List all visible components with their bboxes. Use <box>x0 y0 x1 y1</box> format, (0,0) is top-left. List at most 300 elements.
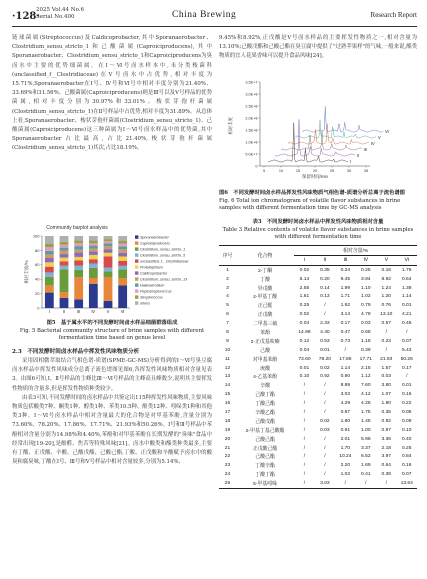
bar-segment <box>104 268 113 272</box>
sample-trace <box>275 119 355 156</box>
value-cell: 0.05 <box>401 409 412 415</box>
figure-6-caption <box>219 190 417 213</box>
value-cell: 4.12 <box>361 392 371 398</box>
row-number-cell: 18 <box>224 418 231 424</box>
value-cell: / <box>324 303 326 309</box>
value-cell: / <box>294 479 314 488</box>
value-cell: 0.02 <box>320 365 330 371</box>
value-cell: 0.64 <box>381 463 392 469</box>
row-number-cell: 21 <box>224 445 231 451</box>
page-header <box>12 6 417 30</box>
table-row <box>219 301 417 310</box>
compound-name-cell: 己酸己酯 <box>255 437 275 443</box>
bar-segment <box>45 254 54 258</box>
bar-segment <box>104 277 113 301</box>
sample-label: Ⅴ <box>378 135 381 140</box>
value-cell: / <box>303 472 306 478</box>
value-cell: 1.57 <box>381 365 392 371</box>
bar-segment <box>74 277 83 299</box>
value-cell: 6.52 <box>361 454 371 460</box>
bar-segment <box>60 242 69 245</box>
figure-6 <box>222 70 414 188</box>
column-header-compound: 化合物 <box>236 246 294 266</box>
value-cell: / <box>324 472 326 478</box>
legend-swatch <box>135 295 138 298</box>
value-cell: 3.03 <box>315 479 335 488</box>
figure-5 <box>12 222 212 318</box>
table-3-caption <box>219 219 417 242</box>
legend-swatch <box>135 265 138 268</box>
value-cell: 0.24 <box>340 267 351 273</box>
table-row <box>219 346 417 355</box>
bar-segment <box>60 292 69 298</box>
value-cell: 1.69 <box>361 463 371 469</box>
value-cell: / <box>324 409 326 415</box>
compound-name-cell: 5-甲基吲哚 <box>236 479 294 488</box>
bar-segment <box>118 266 127 270</box>
bar-segment <box>104 271 113 277</box>
compound-name-cell: 正戊酸 <box>257 313 273 319</box>
compound-name-cell: 2-甲基丁基己酸酯 <box>245 428 285 434</box>
value-cell: 1.02 <box>361 294 371 300</box>
bar-segment <box>104 253 113 257</box>
value-cell: 0.03 <box>320 427 330 433</box>
row-number-cell: 17 <box>224 409 231 415</box>
legend-label: Clostridium_sensu_stricto_1 <box>140 247 186 252</box>
value-cell: 3.14 <box>340 312 351 318</box>
bar-segment <box>118 241 127 244</box>
table-row <box>219 364 417 373</box>
value-cell: 3.80 <box>381 383 392 389</box>
bar-segment <box>104 246 113 249</box>
legend-label: Streptococcus <box>140 295 163 300</box>
value-cell: 0.07 <box>401 472 412 478</box>
community-barplot <box>12 222 212 318</box>
legend-label: unclassified_f__Clostridiaceae <box>140 259 189 264</box>
value-cell: / <box>324 436 326 442</box>
x-tick-label: Ⅳ <box>91 309 96 314</box>
bar-segment <box>60 250 69 254</box>
value-cell: 0.25 <box>299 303 310 309</box>
bar-segment <box>45 258 54 262</box>
compound-name-cell: 苯酚 <box>260 330 270 336</box>
value-cell: 3.94 <box>361 276 371 282</box>
value-cell: 0.41 <box>361 472 371 478</box>
value-cell: 5.14 <box>299 276 310 282</box>
row-number-cell: 20 <box>224 436 231 442</box>
bar-segment <box>89 264 98 268</box>
bar-segment <box>60 254 69 258</box>
bar-segment <box>60 298 69 308</box>
bar-segment <box>45 244 54 248</box>
figure-5-caption <box>12 320 212 343</box>
value-cell: 1.80 <box>340 418 351 424</box>
row-number-cell: 14 <box>224 383 231 389</box>
value-cell: 0.02 <box>320 418 330 424</box>
value-cell: 0.79 <box>361 303 371 309</box>
table-3-caption-en: Table 3 Relative contents of volatile flavor substances in brine samples with different fermentation time <box>222 226 414 240</box>
y-tick-label: 5.0E+7 <box>245 152 258 157</box>
bar-segment <box>60 269 69 292</box>
sample-trace <box>296 120 376 138</box>
compound-name-cell: 己酸 <box>260 348 270 354</box>
legend-swatch <box>135 289 138 292</box>
row-number-cell: 8 <box>226 329 229 335</box>
y-tick-label: 3.0E+8 <box>245 92 258 97</box>
bar-segment <box>74 266 83 270</box>
table-row <box>219 426 417 435</box>
value-cell: 4.78 <box>361 312 371 318</box>
legend-label: Peptostreptococcus <box>140 289 172 294</box>
row-number-cell: 19 <box>224 427 231 433</box>
row-number-cell: 16 <box>224 401 231 407</box>
row-number-cell: 23 <box>224 463 231 469</box>
value-cell: 0.17 <box>340 321 351 327</box>
value-cell: / <box>324 312 326 318</box>
value-cell: 0.12 <box>299 338 310 344</box>
value-cell: / <box>335 479 355 488</box>
value-cell: 1.02 <box>340 472 351 478</box>
value-cell: 1.14 <box>401 294 412 300</box>
value-cell: 0.25 <box>361 267 371 273</box>
section-heading: 2.3 不同发酵时间卤水样品中挥发性风味物质分析 <box>12 349 140 355</box>
bar-segment <box>104 236 113 239</box>
value-cell: 1.18 <box>361 338 371 344</box>
bar-segment <box>118 269 127 278</box>
legend-label: Caldicoprobacter <box>140 271 168 276</box>
relative-content-table <box>219 245 417 489</box>
value-cell: 0.23 <box>381 338 392 344</box>
bar-segment <box>74 299 83 308</box>
y-tick-label: 20 <box>35 291 40 296</box>
sample-label: Ⅱ <box>357 153 360 158</box>
bar-segment <box>45 272 54 276</box>
compound-name-cell: 对甲基苯酚 <box>252 357 278 363</box>
legend-label: others <box>140 301 150 306</box>
value-cell: 0.92 <box>381 418 392 424</box>
bar-segment <box>45 251 54 255</box>
row-number-cell: 1 <box>226 267 229 273</box>
bar-segment <box>118 285 127 308</box>
value-cell: 1.75 <box>361 409 371 415</box>
value-cell: 0.03 <box>361 321 371 327</box>
value-cell: 2.55 <box>299 285 310 291</box>
bar-segment <box>60 258 69 262</box>
table-row <box>219 408 417 417</box>
value-cell: / <box>303 445 306 451</box>
bar-segment <box>89 251 98 255</box>
compound-name-cell: 丁酸丁酯 <box>255 473 275 479</box>
figure-6-caption-en: Fig. 6 Total ion chromatogram of volatile flavor substances in brine samples with different fermentation time by GC-MS analysis <box>219 197 401 211</box>
value-cell: / <box>385 347 387 353</box>
value-cell: 4.28 <box>361 401 371 407</box>
bar-segment <box>118 246 127 249</box>
value-cell: 0.22 <box>401 401 412 407</box>
value-cell: 8.92 <box>381 276 392 282</box>
compound-name-cell: 正己醛 <box>257 304 273 310</box>
value-cell: 0.10 <box>401 427 412 433</box>
x-tick-label: Ⅱ <box>62 309 66 314</box>
bar-segment <box>60 261 69 265</box>
value-cell: 0.53 <box>320 338 330 344</box>
bar-segment <box>45 267 54 273</box>
value-cell: 1.24 <box>381 285 392 291</box>
paragraph: 链球菌属(Streptococcus)及Caldicoprobacter,其中Sporanaerobacter、Clostridium_sensu_stricto_1和己酸菌属(Caproiciproducens),其中Sporanaerobacter、Clostridium_sensu_stricto_1和Caproiciproducens为臭卤水中主要的优势细菌属。在Ⅰ～Ⅵ号卤水样本中,未分类梭菌科(unclassified_f__Clostridiaceae)在Ⅴ号卤水中占优势,相对丰度为15.71%,Sporanaerobacter在Ⅰ号、Ⅳ号和Ⅵ号中相对丰度分别为21.40%、33.69%和31.56%。己酸菌属(Caproiciproducens)则是Ⅲ号以及Ⅴ号样品的优势菌属,相对丰度分别为30.97%和33.01%。梭状芽孢杆菌属(Clostridium_sensu_stricto_1)在Ⅱ号样品中占优势,相对丰度为31.89%。从总体上看,Sporanaerobacter、梭状芽孢杆菌属(Clostridium_sensu_stricto_1)、己酸菌属(Caproiciproducens)这三种菌属为Ⅰ～Ⅵ号卤水样品中的优势菌,其中Sporanaerobacter占比最高,占比21.40%,梭状芽孢杆菌属(Clostridium_sensu_stricto_1)其次,占比18.19%。 <box>12 35 212 152</box>
value-cell: / <box>303 409 306 415</box>
bar-segment <box>104 249 113 253</box>
compound-name-cell: 2-甲基丁酸 <box>253 295 278 301</box>
value-cell: 0.01 <box>401 383 412 389</box>
column-header-group: 相对含量/% <box>294 246 417 256</box>
table-row <box>219 310 417 319</box>
value-cell: 1.20 <box>381 294 392 300</box>
table-row <box>219 444 417 453</box>
table-row <box>219 372 417 381</box>
sample-label: Ⅲ <box>364 147 367 152</box>
bar-segment <box>74 257 83 261</box>
value-cell: 0.87 <box>381 427 392 433</box>
legend-label: Clostridium_sensu_stricto_13 <box>140 277 188 282</box>
value-cell: 0.01 <box>299 365 310 371</box>
value-cell: 1.07 <box>381 392 392 398</box>
value-cell: 3.03 <box>340 392 351 398</box>
value-cell: / <box>303 436 306 442</box>
value-cell: / <box>344 347 347 353</box>
x-tick-label: 5 <box>262 169 266 173</box>
table-row <box>219 275 417 284</box>
table-row <box>219 399 417 408</box>
legend-swatch <box>135 235 138 238</box>
value-cell: / <box>324 392 326 398</box>
y-tick-label: 3.5E+7 <box>245 80 258 85</box>
y-tick-label: 60 <box>35 262 40 268</box>
sample-trace <box>268 123 348 162</box>
bar-segment <box>60 266 69 270</box>
journal-name: China Brewing <box>172 10 237 20</box>
legend-swatch <box>135 271 138 274</box>
legend-label: Caproiciproducens <box>140 241 170 246</box>
legend-swatch <box>135 277 138 280</box>
value-cell: 1.12 <box>361 374 371 380</box>
compound-name-cell: 丁酸己酯 <box>255 402 275 408</box>
value-cell: 0.02 <box>299 312 310 318</box>
serial-line: Serial No.400 <box>36 14 75 20</box>
bar-segment <box>60 248 69 251</box>
y-tick-label: 0 <box>37 305 40 311</box>
bar-segment <box>104 256 113 267</box>
legend-swatch <box>135 241 138 244</box>
bar-segment <box>118 253 127 257</box>
column-header-sample: Ⅵ <box>396 255 417 265</box>
value-cell: 4.21 <box>401 312 412 318</box>
compound-name-cell: 丁酸辛酯 <box>255 464 275 470</box>
table-row <box>219 452 417 461</box>
compound-name-cell: 2-丁酮 <box>258 268 273 274</box>
value-cell: / <box>303 392 306 398</box>
value-cell: 0.92 <box>320 374 330 380</box>
y-tick-label: 0 <box>255 164 258 169</box>
y-tick-label: 1.0E+8 <box>245 140 258 145</box>
chart-legend <box>135 235 189 305</box>
value-cell: 0.20 <box>320 276 330 282</box>
bar-segment <box>89 255 98 259</box>
value-cell: 0.68 <box>361 329 371 335</box>
bar-segment <box>104 241 113 243</box>
column-header-sample: Ⅲ <box>335 255 355 265</box>
volume-info <box>36 7 84 21</box>
total-ion-chromatogram <box>222 70 414 188</box>
row-number-cell: 11 <box>224 356 230 362</box>
value-cell: / <box>324 383 326 389</box>
bar-segment <box>89 241 98 244</box>
bar-segment <box>45 236 54 244</box>
paragraph: 由表3可知,不同发酵时间的卤水样品中共鉴定出115种挥发性风味物质,主要风味物质包括酸类7种、酮类1种、醇类1种、苯类10.5种、酚类12种、吲哚类1种和其他类3种。Ⅰ～Ⅵ号卤水样品中相对含量最大的化合物是对甲基苯酚,含量分别为73.60%、78.20%、17.86%、17.71%、21.93%和50.26%。Ⅰ号和Ⅱ号样品中苯酚相对含量分别为14.98%和4.40%,苯酚和对甲基苯酚在长期发酵的"臭味"食品中经常出现[19-20],是酚醛、焦苦等特殊风味[21]。卤水中酸类和酯类种类最多,主要有丁酸、正戊酸、辛酸、己酸戊酯、己酸己酯,丁酸、正戊酸和辛酸赋予卤水中的酸臭和腐臭味,丁酸在Ⅰ号、Ⅲ号和Ⅴ号样品中相对含量较多,分别为5.14%、 <box>12 394 212 466</box>
value-cell: 0.84 <box>401 454 412 460</box>
value-cell: 1.00 <box>361 427 371 433</box>
chart-title: Community barplot analysis <box>46 225 108 231</box>
value-cell: / <box>303 427 306 433</box>
compound-name-cell: 异戊酸 <box>257 286 273 292</box>
table-3-caption-cn: 表3 不同发酵时间卤水样品中挥发性风味物质相对含量 <box>252 219 384 225</box>
bar-segment <box>104 239 113 241</box>
table-row <box>219 479 417 488</box>
compound-name-cell: 丁酸 <box>260 277 270 283</box>
row-number-cell: 3 <box>226 285 229 291</box>
value-cell: 17.71 <box>359 356 372 362</box>
value-cell: 1.70 <box>340 445 351 451</box>
value-cell: 0.76 <box>381 303 392 309</box>
sample-trace <box>289 124 369 144</box>
value-cell: / <box>303 383 306 389</box>
compound-name-cell: 己酸戊酯 <box>255 419 275 425</box>
sample-trace <box>303 106 383 132</box>
legend-label: Clostridium_sensu_stricto_5 <box>140 253 186 258</box>
bar-segment <box>89 259 98 263</box>
row-number-cell: 24 <box>224 472 231 478</box>
bar-segment <box>89 278 98 284</box>
value-cell: 0.40 <box>401 436 412 442</box>
column-header-sample: Ⅴ <box>376 255 396 265</box>
value-cell: 4.40 <box>320 329 330 335</box>
value-cell: 0.57 <box>381 321 392 327</box>
table-row <box>219 435 417 444</box>
page-number: ·128· <box>12 11 40 22</box>
value-cell: 1.10 <box>361 285 371 291</box>
value-cell: / <box>303 454 306 460</box>
y-tick-label: 100 <box>32 233 40 239</box>
value-cell: 3.97 <box>381 454 392 460</box>
x-tick-label: 35 <box>363 169 369 173</box>
value-cell: / <box>303 463 306 469</box>
value-cell: 3.37 <box>361 445 371 451</box>
value-cell: / <box>406 329 408 335</box>
row-number-cell: 4 <box>226 294 229 300</box>
compound-name-cell: 辛酸 <box>260 384 270 390</box>
value-cell: 0.07 <box>401 338 412 344</box>
bar-segment <box>45 247 54 251</box>
figure-5-caption-cn: 图5 基于属水平的不同发酵时间卤水样品细菌群落组成 <box>46 320 178 326</box>
bar-segment <box>74 270 83 277</box>
paragraph: 9.45%和8.92%,正戊酸是Ⅴ号卤水样品的主要挥发性物质之一,相对含量为13.10%;己酸戊酯和己酸己酯在臭豆腐中提供了"过熟苹果样"的气味,一般来说,酯类物质的宜人花果香味可以提升食品风味[24]。 <box>219 35 417 60</box>
bar-segment <box>89 243 98 245</box>
value-cell: 0.47 <box>340 329 351 335</box>
bar-segment <box>118 261 127 266</box>
table-row <box>219 337 417 346</box>
y-axis-label: 相对丰度 <box>228 117 233 135</box>
x-tick-label: Ⅵ <box>120 309 125 314</box>
value-cell: 0.16 <box>381 267 392 273</box>
value-cell: 0.16 <box>401 463 412 469</box>
bar-segment <box>89 248 98 251</box>
value-cell: 2.18 <box>381 445 392 451</box>
row-number-cell: 2 <box>226 276 229 282</box>
value-cell: 2.33 <box>320 321 330 327</box>
table-row <box>219 319 417 328</box>
value-cell: 0.64 <box>401 276 412 282</box>
value-cell: 1.61 <box>299 294 310 300</box>
value-cell: 0.01 <box>320 347 330 353</box>
value-cell: 5.98 <box>361 436 371 442</box>
legend-label: Halanaerobium <box>140 283 165 288</box>
right-column-top-text <box>219 34 417 62</box>
bar-segment <box>104 243 113 246</box>
value-cell: 73.60 <box>298 356 311 362</box>
y-tick-label: 2.0E+8 <box>245 116 258 121</box>
section-name: Research Report <box>370 11 417 19</box>
value-cell: 0.14 <box>320 285 330 291</box>
y-tick-label: 1.5E+8 <box>245 128 258 133</box>
table-header-row <box>219 246 417 256</box>
value-cell: 0.01 <box>401 303 412 309</box>
table-3 <box>219 245 417 489</box>
bar-segment <box>118 278 127 285</box>
value-cell: 1.71 <box>340 294 351 300</box>
chromatogram-traces <box>268 106 389 164</box>
value-cell: 0.10 <box>299 374 310 380</box>
value-cell: 2.20 <box>340 463 351 469</box>
figure-6-caption-cn: 图6 不同发酵时间卤水样品挥发性风味物质气相色谱-质谱分析总离子流色谱图 <box>219 190 405 196</box>
legend-label: Sporanaerobacter <box>140 235 169 240</box>
section-2-3 <box>12 346 212 467</box>
column-header-sample: Ⅰ <box>294 255 314 265</box>
x-tick-label: 25 <box>329 169 335 173</box>
x-tick-label: Ⅴ <box>106 309 110 314</box>
value-cell: 4.29 <box>340 401 351 407</box>
value-cell: / <box>303 418 306 424</box>
bar-segment <box>118 244 127 247</box>
compound-name-cell: 2-正戊基呋喃 <box>250 339 280 345</box>
legend-swatch <box>135 301 138 304</box>
value-cell: 8.89 <box>340 383 351 389</box>
table-row <box>219 381 417 390</box>
compound-name-cell: 正戊酸己酯 <box>252 446 278 452</box>
x-tick-label: 20 <box>312 169 318 173</box>
value-cell: 21.93 <box>380 356 393 362</box>
figure-5-caption-en: Fig. 5 Bacterial community structure of brine samples with different fermentation time based on genus level <box>19 327 205 341</box>
legend-swatch <box>135 259 138 262</box>
x-tick-label: Ⅲ <box>77 309 81 314</box>
paragraph: 采用固相微萃取结合气相色谱-质谱(SPME-GC-MS)分析得到的Ⅰ～Ⅵ号臭豆腐卤水样品中挥发性风味成分总离子流色谱图见图6,各挥发性风味物质相对含量见表3。由图6可知,Ⅰ、Ⅱ号样品的主峰比Ⅲ～Ⅵ号样品的主峰高且峰数少,说明其主要挥发性物质的含量多,但是挥发性物质种类较少。 <box>12 358 212 392</box>
row-number-cell: 22 <box>224 454 231 460</box>
column-header-no: 序号 <box>219 246 236 266</box>
compound-name-cell: 己酸丁酯 <box>255 393 275 399</box>
value-cell: 1.45 <box>361 418 371 424</box>
value-cell: 0.13 <box>320 294 330 300</box>
table-row <box>219 284 417 293</box>
row-number-cell: 7 <box>226 321 229 327</box>
value-cell: 78.20 <box>318 356 332 362</box>
value-cell: 0.39 <box>361 347 371 353</box>
